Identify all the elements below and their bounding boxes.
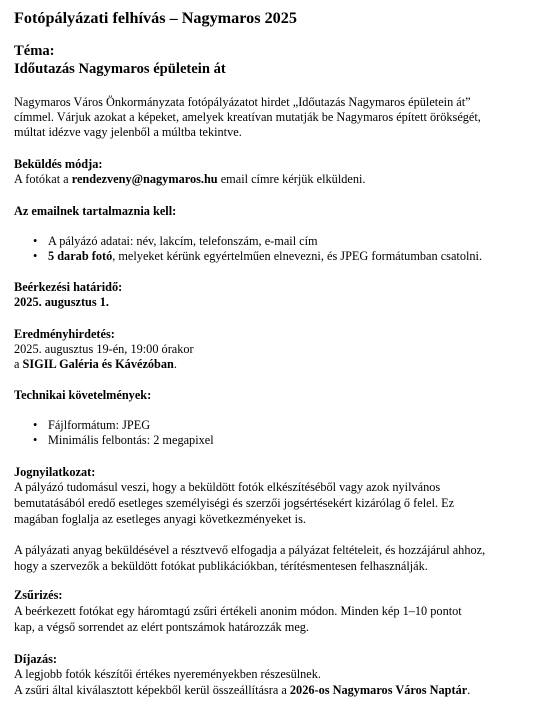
prizes-line-1: A legjobb fotók készítői értékes nyereményekben részesülnek. xyxy=(14,667,321,681)
prizes-heading: Díjazás: xyxy=(14,652,58,666)
results-venue-line xyxy=(14,357,177,372)
document-title: Fotópályázati felhívás – Nagymaros 2025 xyxy=(14,9,297,27)
results-venue-post: . xyxy=(173,357,177,371)
submission-post: email címre kérjük elküldeni. xyxy=(217,172,366,186)
jury-line-1: A beérkezett fotókat egy háromtagú zsűri értékeli anonim módon. Minden kép 1–10 pontot xyxy=(14,604,462,618)
results-heading: Eredményhirdetés: xyxy=(14,327,115,341)
intro-line-2: címmel. Várjuk azokat a képeket, amelyek kreatívan mutatják be Nagymaros épített örökségét, xyxy=(14,110,481,124)
deadline-heading: Beérkezési határidő: xyxy=(14,280,123,294)
results-venue: SIGIL Galéria és Kávézóban xyxy=(22,357,174,371)
tech-item-resolution: Minimális felbontás: 2 megapixel xyxy=(48,433,214,447)
results-datetime: 2025. augusztus 19-én, 19:00 órakor xyxy=(14,342,194,356)
legal-p2-line-1: A pályázati anyag beküldésével a résztvevő elfogadja a pályázat feltételeit, és hozzájárul ahhoz, xyxy=(14,543,486,557)
bullet-dot: • xyxy=(33,234,38,248)
legal-p1-line-3: magában foglalja az esetleges anyagi következményeket is. xyxy=(14,512,306,526)
theme-subject: Időutazás Nagymaros épületein át xyxy=(14,61,226,77)
theme-label: Téma: xyxy=(14,43,55,59)
submission-pre: A fotókat a xyxy=(14,172,72,186)
bullet-dot: • xyxy=(33,249,38,263)
results-venue-pre: a xyxy=(14,357,23,371)
intro-line-3: múltat idézve vagy jelenből a múltba tekintve. xyxy=(14,125,242,139)
tech-heading: Technikai követelmények: xyxy=(14,388,152,402)
legal-p1-line-1: A pályázó tudomásul veszi, hogy a beküldött fotók elkészítéséből vagy azok nyilvános xyxy=(14,480,441,494)
submission-text xyxy=(14,172,366,187)
prizes-pre: A zsűri által kiválasztott képekből kerül összeállításra a xyxy=(14,683,290,697)
deadline-date: 2025. augusztus 1. xyxy=(14,295,109,309)
bullet-dot: • xyxy=(33,433,38,447)
email-content-item-2 xyxy=(48,249,482,264)
email-content-heading: Az emailnek tartalmaznia kell: xyxy=(14,204,177,218)
photo-instructions: , melyeket kérünk egyértelműen elnevezni, és JPEG formátumban csatolni. xyxy=(112,249,483,263)
legal-heading: Jognyilatkozat: xyxy=(14,465,96,479)
legal-p2-line-2: hogy a szervezők a beküldött fotókat publikációkban, térítésmentesen felhasználják. xyxy=(14,559,428,573)
intro-line-1: Nagymaros Város Önkormányzata fotópályázatot hirdet „Időutazás Nagymaros épületein át” xyxy=(14,95,471,109)
legal-p1-line-2: bemutatásából eredő esetleges személyiségi és szerzői jogsértésekért kizárólag ő felel. Ez xyxy=(14,496,455,510)
photo-count: 5 darab fotó xyxy=(48,249,113,263)
jury-heading: Zsűrizés: xyxy=(14,588,63,602)
jury-line-2: kap, a végső sorrendet az elért pontszámok határozzák meg. xyxy=(14,620,309,634)
prizes-line-2 xyxy=(14,683,470,698)
tech-item-format: Fájlformátum: JPEG xyxy=(48,418,151,432)
prizes-calendar: 2026-os Nagymaros Város Naptár xyxy=(289,683,468,697)
submission-heading: Beküldés módja: xyxy=(14,157,103,171)
prizes-post: . xyxy=(467,683,471,697)
bullet-dot: • xyxy=(33,418,38,432)
submission-email: rendezveny@nagymaros.hu xyxy=(71,172,218,186)
email-content-item-1: A pályázó adatai: név, lakcím, telefonszám, e-mail cím xyxy=(48,234,318,248)
